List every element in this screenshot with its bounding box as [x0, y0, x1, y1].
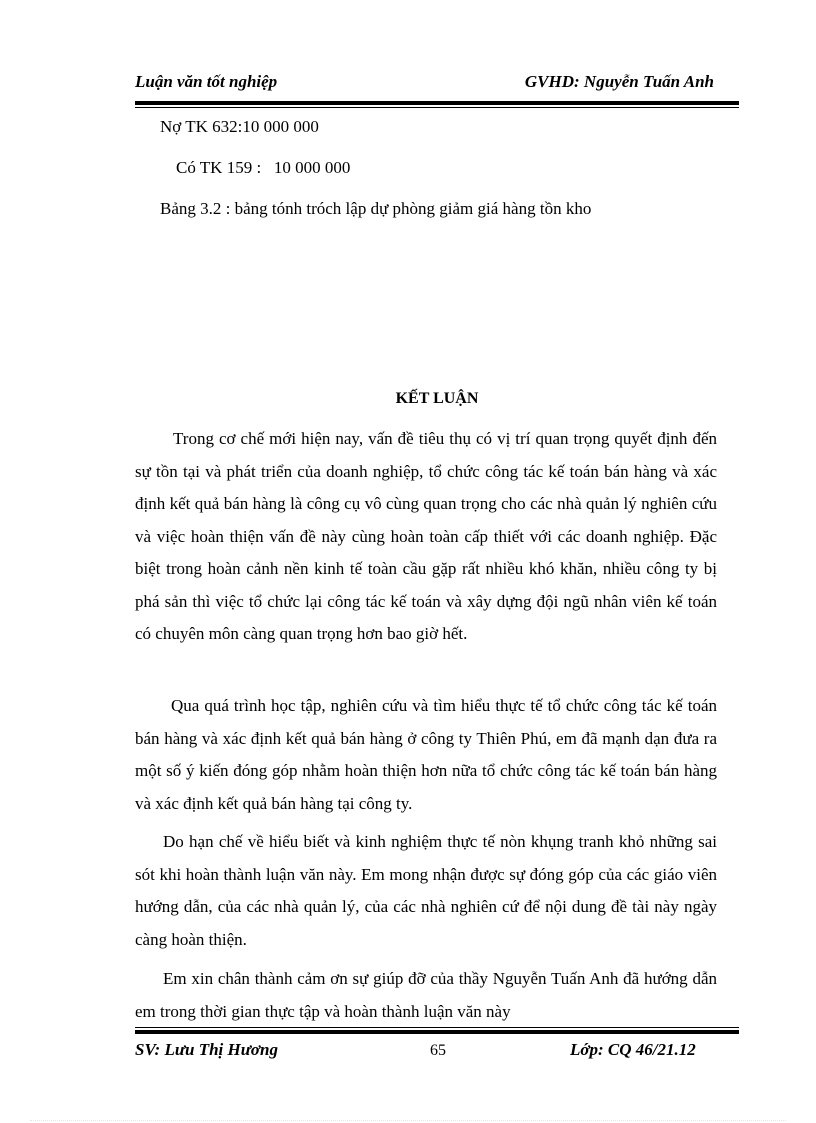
table-caption: Bảng 3.2 : bảng tónh tróch lập dự phòng giảm giá hàng tồn kho: [160, 199, 592, 218]
student-name: SV: Lưu Thị Hương: [135, 1040, 279, 1059]
footer-rule-thick: [135, 1030, 739, 1034]
conclusion-heading: KẾT LUẬN: [395, 390, 479, 407]
debit-entry: Nợ TK 632:10 000 000: [160, 117, 319, 136]
paragraph-3: Do hạn chế về hiểu biết và kinh nghiệm thực tế nòn khụng tranh khỏ những sai sót khi hoàn thành luận văn này. Em mong nhận được sự đóng góp của các giáo viên hướng dẫn, của các nhà quản lý, của các nhà nghiên cứ để nội dung đề tài này ngày càng hoàn thiện.: [135, 832, 717, 949]
page-number: 65: [430, 1042, 446, 1059]
paragraph-2: Qua quá trình học tập, nghiên cứu và tìm hiểu thực tế tổ chức công tác kế toán bán hàng và xác định kết quả bán hàng ở công ty Thiên Phú, em đã mạnh dạn đưa ra một số ý kiến đóng góp nhằm hoàn thiện hơn nữa tổ chức công tác kế toán bán hàng và xác định kết quả bán hàng tại công ty.: [135, 696, 717, 813]
footer-rule-thin: [135, 1027, 739, 1028]
credit-entry: Có TK 159 : 10 000 000: [176, 158, 351, 177]
supervisor-label: GVHD: Nguyễn Tuấn Anh: [524, 72, 714, 91]
thesis-label: Luận văn tốt nghiệp: [135, 72, 278, 91]
page-bottom-divider: [30, 1120, 786, 1121]
paragraph-1: Trong cơ chế mới hiện nay, vấn đề tiêu thụ có vị trí quan trọng quyết định đến sự tồn tại và phát triển của doanh nghiệp, tổ chức công tác kế toán bán hàng và xác định kết quả bán hàng là công cụ vô cùng quan trọng cho các nhà quản lý nghiên cứu và việc hoàn thiện vấn đề này cùng hoàn toàn cấp thiết với các doanh nghiệp. Đặc biệt trong hoàn cảnh nền kinh tế toàn cầu gặp rất nhiều khó khăn, nhiều công ty bị phá sản thì việc tổ chức lại công tác kế toán và xây dựng đội ngũ nhân viên kế toán có chuyên môn càng quan trọng hơn bao giờ hết.: [135, 429, 717, 643]
page-header: [135, 72, 739, 98]
header-rule-thin: [135, 107, 739, 108]
class-code: Lớp: CQ 46/21.12: [570, 1040, 696, 1059]
paragraph-4: Em xin chân thành cảm ơn sự giúp đỡ của thầy Nguyễn Tuấn Anh đã hướng dẫn em trong thời gian thực tập và hoàn thành luận văn này: [135, 969, 717, 1021]
header-rule-thick: [135, 101, 739, 105]
